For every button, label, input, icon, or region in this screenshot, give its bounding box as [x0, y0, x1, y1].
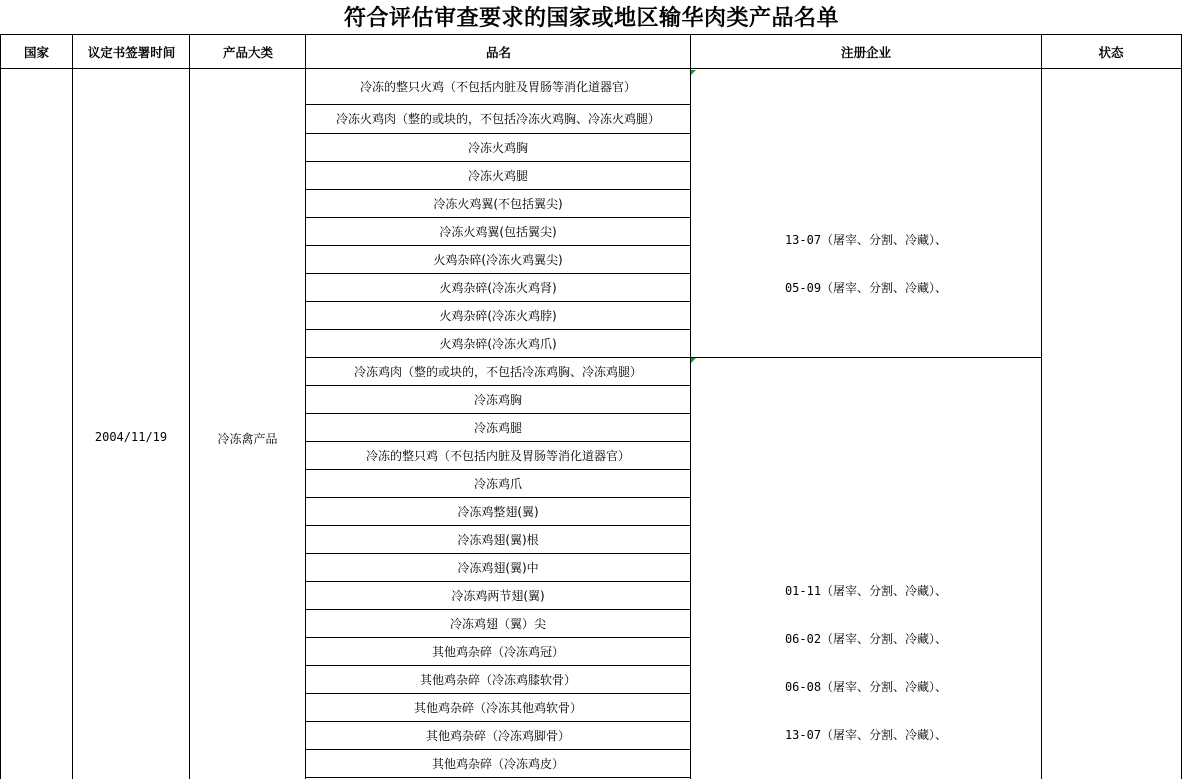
header-category[interactable]: 产品大类 — [190, 34, 306, 69]
product-cell[interactable]: 冷冻的整只鸡（不包括内脏及胃肠等消化道器官） — [365, 449, 630, 463]
product-cell[interactable]: 冷冻鸡肉（整的或块的，不包括冷冻鸡胸、冷冻鸡腿） — [353, 365, 642, 379]
product-cell[interactable]: 冷冻鸡胸 — [473, 393, 522, 407]
product-cell[interactable]: 火鸡杂碎(冷冻火鸡脖) — [439, 309, 557, 323]
company-line: 13-07（屠宰、分割、冷藏）、 — [784, 728, 948, 742]
product-cell[interactable]: 冷冻火鸡翼(包括翼尖) — [439, 225, 557, 239]
product-cell[interactable]: 冷冻火鸡肉（整的或块的，不包括冷冻火鸡胸、冷冻火鸡腿） — [335, 112, 660, 126]
grid-line — [1041, 34, 1042, 779]
grid-line — [1181, 34, 1182, 779]
product-cell[interactable]: 其他鸡杂碎（冷冻鸡皮） — [431, 757, 564, 771]
company-line: 06-08（屠宰、分割、冷藏）、 — [784, 680, 948, 694]
grid-line — [189, 34, 190, 779]
product-cell[interactable]: 冷冻鸡整翅(翼) — [457, 505, 539, 519]
grid-line — [72, 34, 73, 779]
product-cell[interactable]: 冷冻鸡爪 — [473, 477, 522, 491]
product-cell[interactable]: 冷冻鸡翅（翼）尖 — [449, 617, 546, 631]
company-group-1[interactable] — [691, 200, 1041, 328]
product-cell[interactable]: 冷冻鸡腿 — [473, 421, 522, 435]
product-row-divider — [306, 777, 690, 778]
header-country[interactable]: 国家 — [0, 34, 73, 69]
product-cell[interactable]: 冷冻的整只火鸡（不包括内脏及胃肠等消化道器官） — [359, 80, 636, 94]
product-cell[interactable]: 其他鸡杂碎（冷冻鸡脚骨） — [425, 729, 570, 743]
product-cell[interactable]: 火鸡杂碎(冷冻火鸡翼尖) — [433, 253, 563, 267]
company-line: 13-07（屠宰、分割、冷藏）、 — [784, 233, 948, 247]
cell-comment-marker — [691, 70, 696, 75]
product-cell[interactable]: 冷冻火鸡翼(不包括翼尖) — [433, 197, 563, 211]
header-row — [0, 34, 1183, 70]
product-cell[interactable]: 其他鸡杂碎（冷冻鸡膝软骨） — [419, 673, 576, 687]
product-cell[interactable]: 冷冻火鸡胸 — [467, 141, 528, 155]
cell-comment-marker — [691, 358, 696, 363]
product-cell[interactable]: 冷冻鸡两节翅(翼) — [451, 589, 545, 603]
company-group-divider — [691, 357, 1041, 358]
product-cell[interactable]: 其他鸡杂碎（冷冻其他鸡软骨） — [413, 701, 582, 715]
product-cell[interactable]: 冷冻火鸡腿 — [467, 169, 528, 183]
sheet-title: 符合评估审查要求的国家或地区输华肉类产品名单 — [343, 5, 839, 31]
product-cell[interactable]: 其他鸡杂碎（冷冻鸡冠） — [431, 645, 564, 659]
product-cell[interactable]: 火鸡杂碎(冷冻火鸡爪) — [439, 337, 557, 351]
header-agreement-date[interactable]: 议定书签署时间 — [73, 34, 190, 69]
company-group-2[interactable] — [691, 551, 1041, 775]
header-product-name[interactable]: 品名 — [306, 34, 691, 69]
category-cell[interactable]: 冷冻禽产品 — [217, 432, 278, 446]
header-status[interactable]: 状态 — [1041, 34, 1181, 69]
company-line: 01-11（屠宰、分割、冷藏）、 — [784, 584, 948, 598]
product-cell[interactable]: 冷冻鸡翅(翼)根 — [457, 533, 539, 547]
agreement-date-cell[interactable]: 2004/11/19 — [94, 430, 168, 444]
product-cell[interactable]: 冷冻鸡翅(翼)中 — [457, 561, 539, 575]
grid-line — [0, 34, 1, 779]
product-cell[interactable]: 火鸡杂碎(冷冻火鸡肾) — [439, 281, 557, 295]
company-line: 05-09（屠宰、分割、冷藏）、 — [784, 281, 948, 295]
company-line: 06-02（屠宰、分割、冷藏）、 — [784, 632, 948, 646]
header-registered-company[interactable]: 注册企业 — [691, 34, 1041, 69]
